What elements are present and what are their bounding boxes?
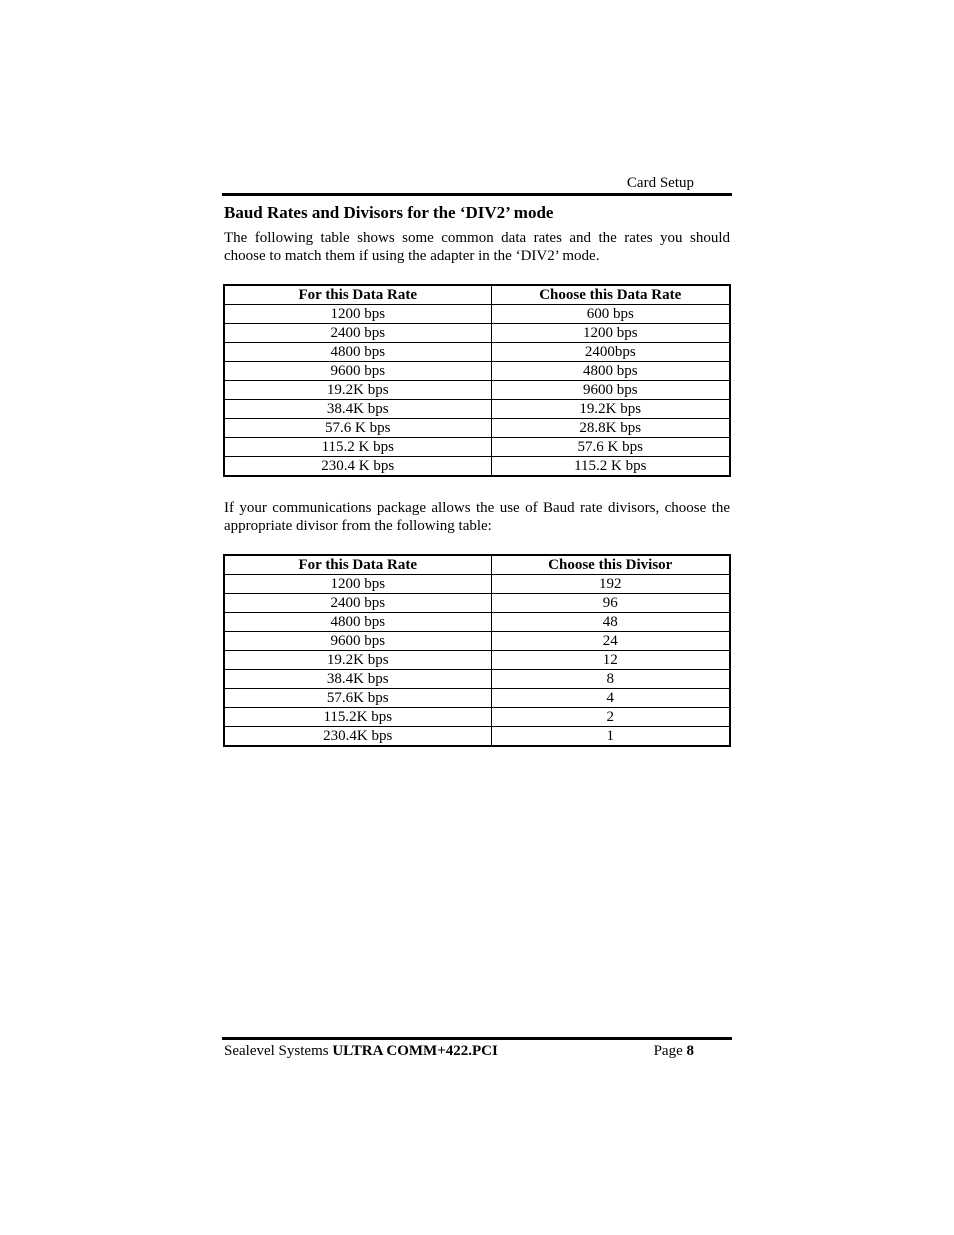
page-label: Page bbox=[653, 1043, 683, 1059]
footer-rule bbox=[222, 1037, 732, 1040]
table-cell: 2 bbox=[491, 708, 730, 727]
table-cell: 1200 bps bbox=[224, 575, 491, 594]
divisor-table-intro: If your communications package allows the use of Baud rate divisors, choose the appropriate divisor from the following table: bbox=[224, 500, 730, 534]
table-cell: 8 bbox=[491, 670, 730, 689]
divisor-table bbox=[223, 554, 731, 747]
table-cell: 57.6 K bps bbox=[491, 438, 730, 457]
table-cell: 192 bbox=[491, 575, 730, 594]
table-cell: 19.2K bps bbox=[491, 400, 730, 419]
running-head: Card Setup bbox=[626, 175, 694, 191]
table-cell: 48 bbox=[491, 613, 730, 632]
table-row bbox=[224, 727, 730, 747]
table-row bbox=[224, 305, 730, 324]
table-cell: 115.2 K bps bbox=[491, 457, 730, 477]
footer-product: ULTRA COMM+422.PCI bbox=[332, 1043, 498, 1059]
table-cell: 4800 bps bbox=[491, 362, 730, 381]
table-row bbox=[224, 324, 730, 343]
table-cell: 9600 bps bbox=[224, 362, 491, 381]
table-row bbox=[224, 689, 730, 708]
section-title: Baud Rates and Divisors for the ‘DIV2’ mode bbox=[224, 203, 554, 222]
table-cell: 1200 bps bbox=[491, 324, 730, 343]
rate-table-intro: The following table shows some common data rates and the rates you should choose to match them if using the adapter in the ‘DIV2’ mode. bbox=[224, 230, 730, 264]
table-cell: 19.2K bps bbox=[224, 651, 491, 670]
table-cell: 600 bps bbox=[491, 305, 730, 324]
table-cell: 4800 bps bbox=[224, 613, 491, 632]
column-header: Choose this Divisor bbox=[491, 555, 730, 575]
table-cell: 57.6K bps bbox=[224, 689, 491, 708]
table-row bbox=[224, 381, 730, 400]
table-header-row bbox=[224, 285, 730, 305]
table-row bbox=[224, 575, 730, 594]
table-row bbox=[224, 400, 730, 419]
table-row bbox=[224, 632, 730, 651]
table-cell: 9600 bps bbox=[491, 381, 730, 400]
footer-product-line bbox=[224, 1042, 498, 1060]
footer-company: Sealevel Systems bbox=[224, 1043, 329, 1059]
table-row bbox=[224, 419, 730, 438]
table-cell: 38.4K bps bbox=[224, 670, 491, 689]
table-header-row bbox=[224, 555, 730, 575]
page-number: 8 bbox=[686, 1043, 694, 1059]
table-cell: 115.2 K bps bbox=[224, 438, 491, 457]
column-header: For this Data Rate bbox=[224, 555, 491, 575]
table-row bbox=[224, 594, 730, 613]
table-cell: 2400 bps bbox=[224, 594, 491, 613]
table-row bbox=[224, 670, 730, 689]
column-header: Choose this Data Rate bbox=[491, 285, 730, 305]
table-cell: 57.6 K bps bbox=[224, 419, 491, 438]
table-cell: 9600 bps bbox=[224, 632, 491, 651]
table-cell: 12 bbox=[491, 651, 730, 670]
table-row bbox=[224, 457, 730, 477]
table-cell: 38.4K bps bbox=[224, 400, 491, 419]
footer-page-number bbox=[624, 1042, 694, 1060]
table-cell: 2400 bps bbox=[224, 324, 491, 343]
table-cell: 1200 bps bbox=[224, 305, 491, 324]
table-row bbox=[224, 651, 730, 670]
table-row bbox=[224, 613, 730, 632]
table-cell: 1 bbox=[491, 727, 730, 747]
table-row bbox=[224, 362, 730, 381]
table-cell: 24 bbox=[491, 632, 730, 651]
table-cell: 2400bps bbox=[491, 343, 730, 362]
table-cell: 4 bbox=[491, 689, 730, 708]
table-row bbox=[224, 438, 730, 457]
table-cell: 230.4K bps bbox=[224, 727, 491, 747]
table-row bbox=[224, 708, 730, 727]
table-cell: 19.2K bps bbox=[224, 381, 491, 400]
data-rate-table bbox=[223, 284, 731, 477]
table-cell: 96 bbox=[491, 594, 730, 613]
table-cell: 115.2K bps bbox=[224, 708, 491, 727]
header-rule bbox=[222, 193, 732, 196]
table-row bbox=[224, 343, 730, 362]
column-header: For this Data Rate bbox=[224, 285, 491, 305]
table-cell: 230.4 K bps bbox=[224, 457, 491, 477]
table-cell: 28.8K bps bbox=[491, 419, 730, 438]
table-cell: 4800 bps bbox=[224, 343, 491, 362]
